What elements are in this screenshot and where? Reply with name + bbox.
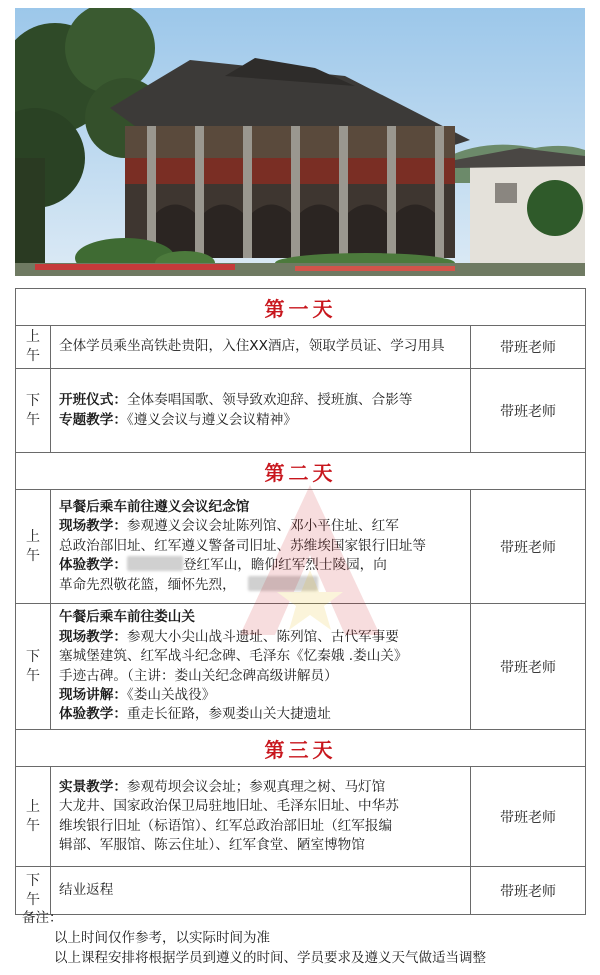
note-item: 以上时间仅作参考，以实际时间为准 bbox=[54, 930, 270, 946]
session-row bbox=[16, 369, 586, 453]
content-label: 体验教学： bbox=[59, 557, 127, 574]
content-line bbox=[59, 797, 462, 816]
content-line bbox=[59, 608, 462, 627]
content-text: 《遵义会议与遵义会议精神》 bbox=[126, 411, 297, 428]
content-text: 《娄山关战役》 bbox=[126, 686, 216, 703]
time-slot-char: 午 bbox=[26, 667, 40, 684]
content-label: 现场讲解： bbox=[59, 686, 127, 703]
content-line bbox=[59, 628, 462, 647]
content-line bbox=[59, 686, 462, 705]
content-text: 维埃银行旧址（标语馆）、红军总政治部旧址（红军报编 bbox=[59, 817, 393, 834]
day-title: 第一天 bbox=[16, 289, 586, 326]
content-text: 参观苟坝会议会址；参观真理之树、马灯馆 bbox=[126, 778, 386, 795]
hero-photo bbox=[15, 8, 585, 276]
session-content bbox=[51, 326, 471, 369]
content-label: 现场教学： bbox=[59, 628, 127, 645]
content-line bbox=[59, 817, 462, 836]
content-text: 参观遵义会议会址陈列馆、邓小平住址、红军 bbox=[126, 518, 399, 535]
teacher-cell: 带班老师 bbox=[471, 604, 586, 730]
time-slot-char: 午 bbox=[26, 547, 40, 564]
content-text: 塞城堡建筑、红军战斗纪念碑、毛泽东《忆秦娥 .娄山关》 bbox=[59, 648, 408, 665]
content-text: 手迹古碑。（主讲：娄山关纪念碑高级讲解员） bbox=[59, 667, 338, 684]
day-title: 第二天 bbox=[16, 453, 586, 490]
time-slot-char: 午 bbox=[26, 411, 40, 428]
time-slot-char: 午 bbox=[26, 891, 40, 908]
content-text: 大龙井、国家政治保卫局驻地旧址、毛泽东旧址、中华苏 bbox=[59, 798, 399, 815]
content-line bbox=[59, 576, 462, 595]
session-content bbox=[51, 767, 471, 867]
content-line bbox=[59, 647, 462, 666]
time-slot-char: 上 bbox=[26, 798, 40, 815]
content-line bbox=[59, 836, 462, 855]
content-text: 重走长征路，参观娄山关大捷遗址 bbox=[126, 706, 331, 723]
content-line bbox=[59, 881, 462, 900]
redacted-text bbox=[248, 576, 318, 591]
content-text: 全体奏唱国歌、领导致欢迎辞、授班旗、合影等 bbox=[126, 392, 413, 409]
content-text: 全体学员乘坐高铁赴贵阳，入住XX酒店，领取学员证、学习用具 bbox=[59, 338, 445, 355]
content-line bbox=[59, 498, 462, 517]
content-label: 早餐后乘车前往遵义会议纪念馆 bbox=[59, 498, 250, 515]
time-slot bbox=[16, 326, 51, 369]
teacher-cell: 带班老师 bbox=[471, 767, 586, 867]
time-slot bbox=[16, 490, 51, 604]
content-line bbox=[59, 778, 462, 797]
schedule-table bbox=[15, 288, 586, 915]
session-row bbox=[16, 604, 586, 730]
content-label: 实景教学： bbox=[59, 778, 127, 795]
teacher-cell: 带班老师 bbox=[471, 490, 586, 604]
session-content bbox=[51, 604, 471, 730]
content-label: 午餐后乘车前往娄山关 bbox=[59, 609, 195, 626]
content-label: 现场教学： bbox=[59, 518, 127, 535]
day-title: 第三天 bbox=[16, 730, 586, 767]
time-slot-char: 下 bbox=[26, 872, 40, 889]
content-line bbox=[59, 391, 462, 410]
content-line bbox=[59, 517, 462, 536]
content-text: 革命先烈敬花篮，缅怀先烈， bbox=[59, 576, 236, 593]
time-slot-char: 午 bbox=[26, 348, 40, 364]
note-item: 以上课程安排将根据学员到遵义的时间、学员要求及遵义天气做适当调整 bbox=[54, 950, 486, 966]
time-slot bbox=[16, 369, 51, 453]
content-text: 总政治部旧址、红军遵义警备司旧址、苏维埃国家银行旧址等 bbox=[59, 537, 427, 554]
session-row bbox=[16, 490, 586, 604]
session-content bbox=[51, 490, 471, 604]
redacted-text bbox=[127, 556, 183, 571]
content-line bbox=[59, 556, 462, 575]
notes-title: 备注： bbox=[22, 910, 63, 926]
content-line bbox=[59, 337, 462, 356]
time-slot-char: 上 bbox=[26, 528, 40, 545]
session-row bbox=[16, 326, 586, 369]
content-line bbox=[59, 537, 462, 556]
content-label: 专题教学： bbox=[59, 411, 127, 428]
teacher-cell: 带班老师 bbox=[471, 867, 586, 915]
time-slot bbox=[16, 767, 51, 867]
teacher-cell: 带班老师 bbox=[471, 326, 586, 369]
content-text: 结业返程 bbox=[59, 881, 114, 898]
teacher-cell: 带班老师 bbox=[471, 369, 586, 453]
content-text: 辑部、军服馆、陈云住址）、红军食堂、陋室博物馆 bbox=[59, 836, 365, 853]
time-slot-char: 上 bbox=[26, 329, 40, 345]
session-content bbox=[51, 369, 471, 453]
content-line bbox=[59, 705, 462, 724]
content-text: 参观大小尖山战斗遗址、陈列馆、古代军事要 bbox=[126, 628, 399, 645]
time-slot-char: 午 bbox=[26, 817, 40, 834]
time-slot bbox=[16, 604, 51, 730]
content-line bbox=[59, 667, 462, 686]
session-row bbox=[16, 767, 586, 867]
time-slot-char: 下 bbox=[26, 648, 40, 665]
time-slot-char: 下 bbox=[26, 392, 40, 409]
notes bbox=[22, 908, 486, 968]
content-line bbox=[59, 411, 462, 430]
content-label: 开班仪式： bbox=[59, 392, 127, 409]
content-label: 体验教学： bbox=[59, 706, 127, 723]
content-text: 登红军山，瞻仰红军烈士陵园，向 bbox=[182, 557, 387, 574]
